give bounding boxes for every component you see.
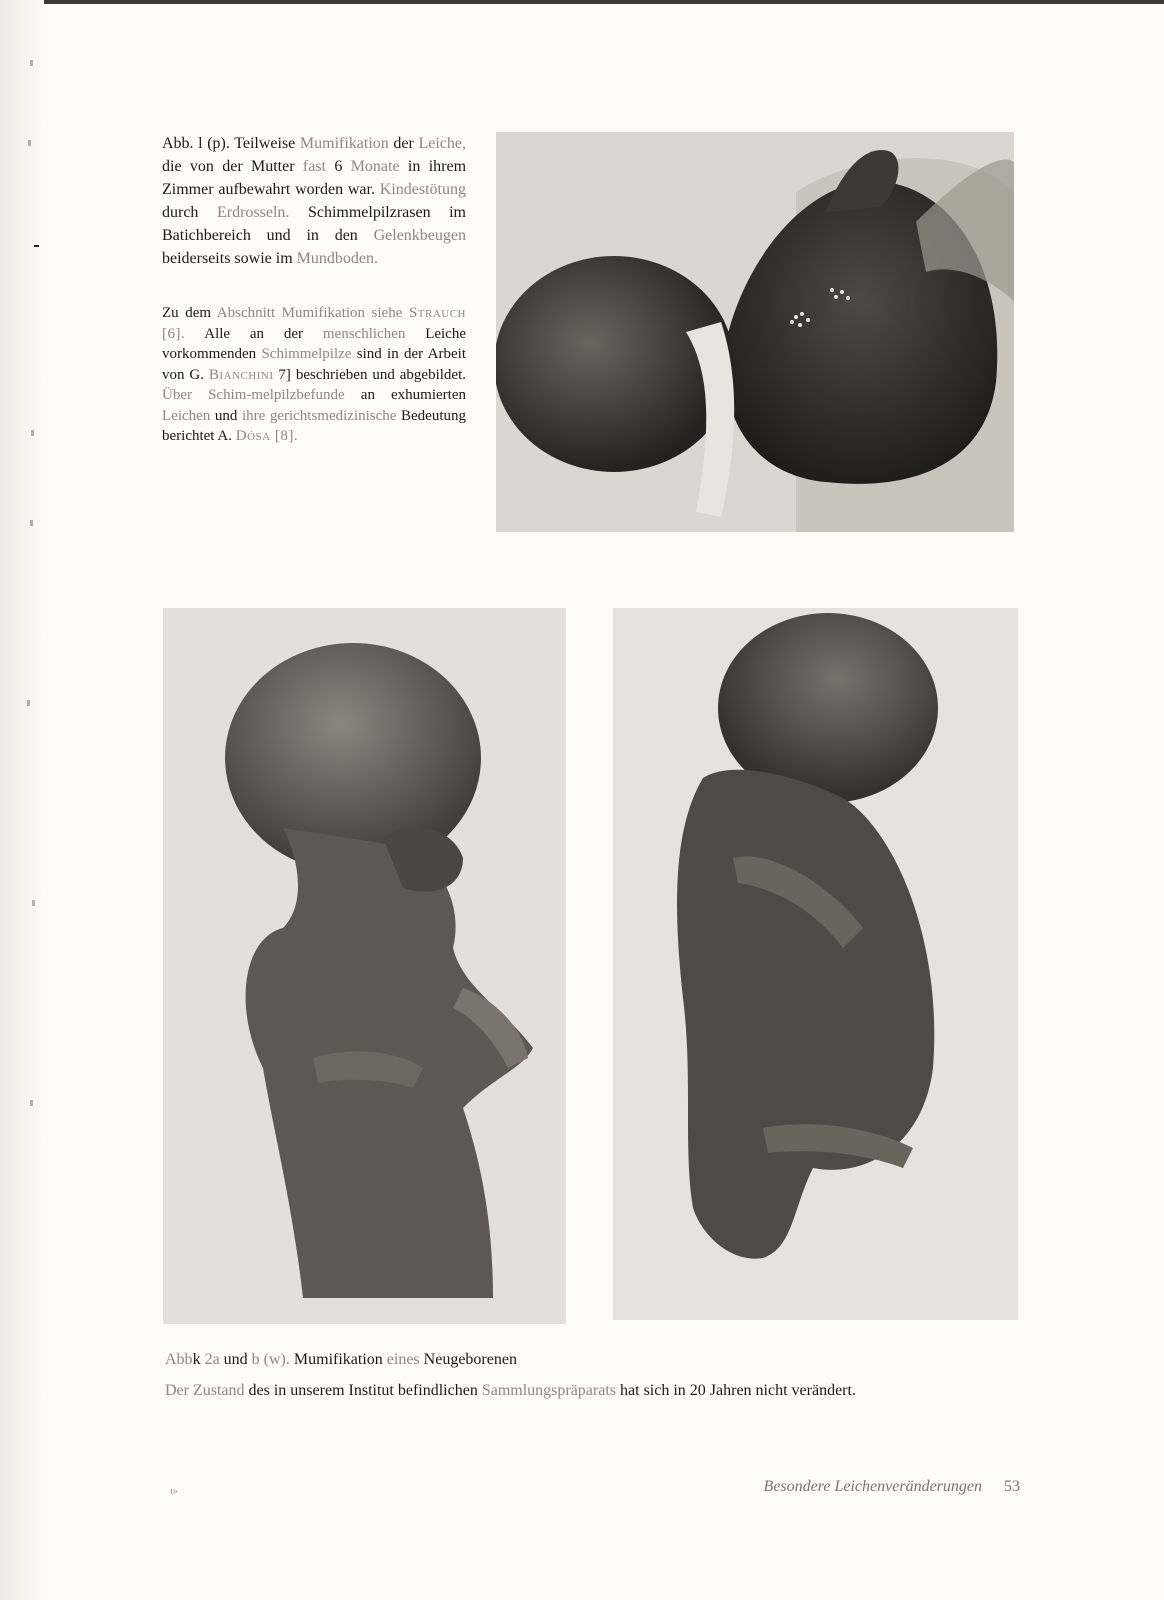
text-run: Leiche, — [418, 135, 466, 152]
scan-speck — [27, 700, 30, 706]
figure1-photo-partial-mummification — [496, 132, 1014, 532]
figure2-caption — [165, 1349, 1015, 1411]
scan-speck — [30, 60, 33, 66]
text-run: in ihrem Zimmer aufbewahrt worden war. — [162, 158, 467, 198]
text-run: durch — [162, 204, 217, 221]
text-run: k — [192, 1351, 205, 1368]
text-run: Kindestötung — [379, 181, 466, 198]
text-run: Erdrosseln. — [216, 204, 290, 221]
figure2a-photo-mummified-newborn-sitting — [163, 608, 566, 1324]
figure1-caption — [162, 132, 466, 270]
text-run: Der Zustand — [165, 1382, 245, 1399]
figure1-caption-text — [162, 132, 466, 270]
text-run: des in unserem Institut befindlichen — [244, 1382, 482, 1399]
text-run: und — [219, 1351, 252, 1368]
figure2-caption-line2 — [165, 1380, 1015, 1402]
scan-speck — [32, 900, 35, 906]
text-run: der — [388, 135, 419, 152]
text-run: Schimmelpilzrasen im Batichbereich und in den — [162, 204, 466, 244]
text-run: Strauch [6]. — [162, 305, 467, 342]
text-run: b — [251, 1351, 260, 1368]
scan-speck — [31, 430, 34, 436]
text-run: Alle an der — [185, 325, 323, 342]
page-binding-shadow — [0, 0, 44, 1600]
text-run: menschlichen — [322, 325, 406, 342]
text-run: 7] beschrieben und abgebildet. — [273, 366, 466, 383]
running-title: Besondere Leichenveränderungen — [763, 1478, 982, 1495]
text-run: Über Schim-melpilzbefunde — [162, 387, 345, 403]
text-run: sind in der Arbeit von G. — [162, 346, 466, 383]
text-run: Mumifikation — [289, 1351, 387, 1368]
mummification-reference-note — [162, 303, 466, 447]
text-run: Mundboden. — [296, 250, 378, 267]
text-run: und — [210, 407, 242, 424]
text-run: Sammlungspräparats — [481, 1382, 617, 1399]
text-run: Neugeborenen — [419, 1351, 517, 1368]
page-footer — [764, 1478, 1020, 1496]
text-run: Schimmelpilze — [261, 346, 352, 362]
text-run: 2a — [204, 1351, 220, 1368]
text-run: Abschnitt Mumifikation siehe — [216, 305, 403, 321]
scan-speck — [34, 245, 39, 247]
text-run: Bianchini — [208, 366, 274, 383]
text-run: beiderseits sowie im — [162, 250, 297, 267]
text-run: Mumifikation — [299, 135, 389, 152]
scan-speck — [30, 1100, 33, 1106]
text-run: fast — [302, 158, 326, 175]
text-run: ihre gerichtsmedizinische — [241, 407, 397, 424]
text-run: 6 — [326, 158, 351, 175]
scan-speck — [30, 520, 33, 526]
top-edge-rule — [0, 0, 1164, 4]
figure2-caption-line1 — [165, 1349, 1015, 1371]
text-run: hat sich in 20 Jahren nicht verändert. — [616, 1382, 856, 1399]
text-run: Abb — [165, 1351, 193, 1368]
page-number: 53 — [1004, 1478, 1020, 1495]
text-run: Gelenkbeugen — [373, 227, 466, 244]
footer-mark: ı» — [170, 1486, 178, 1497]
text-run: Leiche vorkommenden — [162, 325, 466, 362]
text-run: Abb. l (p). Teilweise — [162, 135, 300, 152]
scan-speck — [28, 140, 31, 146]
reference-note-text — [162, 303, 466, 447]
text-run: an exhumierten — [344, 387, 466, 403]
text-run: (w). — [259, 1351, 290, 1368]
text-run: die von der Mutter — [162, 158, 303, 175]
text-run: Monate — [350, 158, 400, 175]
text-run: Leichen — [162, 407, 211, 424]
text-run: eines — [386, 1351, 420, 1368]
text-run: Zu dem — [162, 305, 217, 321]
text-run: Dósa [8]. — [235, 428, 299, 444]
figure2b-photo-mummified-newborn-lying — [613, 608, 1018, 1320]
text-run: Bedeutung berichtet A. — [162, 407, 466, 444]
